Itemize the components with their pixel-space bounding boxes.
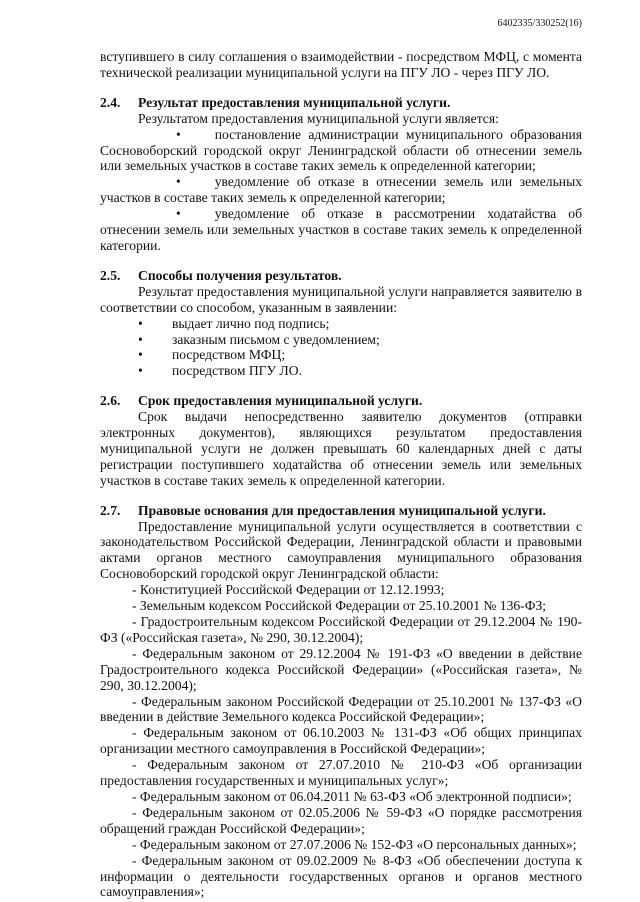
law-item: - Федеральным законом от 29.12.2004 № 191-ФЗ «О введении в действие Градостроительного кодекса Российской Федерации» («Российская газета», № 290, 30.12.2004); <box>100 645 582 693</box>
section-number: 2.4. <box>100 94 121 110</box>
list-item: • посредством МФЦ; <box>138 347 286 363</box>
section-heading <box>100 393 582 409</box>
list-item: • посредством ПГУ ЛО. <box>138 363 302 379</box>
list-item: • уведомление об отказе в рассмотрении ходатайства об отнесении земель или земельных участков в составе таких земель к определенной категории. <box>100 206 582 253</box>
law-item: - Федеральным законом от 06.04.2011 № 63-ФЗ «Об электронной подписи»; <box>132 788 572 804</box>
section-lead: Предоставление муниципальной услуги осуществляется в соответствии с законодательством Российской Федерации, Ленинградской области и правовыми актами органов местного самоуправления муниципального образования Сосновоборский городской округ Ленинградской области: <box>100 518 582 582</box>
intro-paragraph: вступившего в силу соглашения о взаимодействии - посредством МФЦ, с момента технической реализации муниципальной услуги на ПГУ ЛО - через ПГУ ЛО. <box>100 49 582 80</box>
section-2-4 <box>100 95 582 254</box>
law-item: - Градостроительным кодексом Российской Федерации от 29.12.2004 № 190-ФЗ («Российская газета», № 290, 30.12.2004); <box>100 614 582 645</box>
section-heading <box>100 95 582 111</box>
law-item: - Земельным кодексом Российской Федерации от 25.10.2001 № 136-ФЗ; <box>132 598 547 614</box>
section-lead: Результат предоставления муниципальной услуги направляется заявителю в соответствии со способом, указанным в заявлении: <box>100 283 582 315</box>
bullet-icon: • <box>138 331 143 347</box>
bullet-icon: • <box>138 315 143 331</box>
list-item: • уведомление об отказе в отнесении земель или земельных участков в составе таких земель к определенной категории; <box>100 174 582 206</box>
section-title: Срок предоставления муниципальной услуги. <box>138 393 423 409</box>
law-item: - Федеральным законом от 09.02.2009 № 8-ФЗ «Об обеспечении доступа к информации о деятельности государственных органов и органов местного самоуправления»; <box>100 852 582 900</box>
list-item: • заказным письмом с уведомлением; <box>138 331 380 347</box>
bullet-icon: • <box>138 347 143 363</box>
bullet-icon: • <box>176 126 215 142</box>
bullet-icon: • <box>176 206 215 222</box>
section-number: 2.6. <box>100 393 121 409</box>
section-2-6 <box>100 393 582 488</box>
document-id: 6402335/330252(16) <box>497 18 582 29</box>
section-lead: Результатом предоставления муниципальной услуги является: <box>138 110 499 126</box>
section-2-5 <box>100 268 582 379</box>
section-title: Способы получения результатов. <box>138 267 342 283</box>
bullet-icon: • <box>138 363 143 379</box>
section-heading <box>100 268 582 284</box>
section-2-7 <box>100 503 582 901</box>
list-item: • постановление администрации муниципального образования Сосновоборский городской округ Ленинградской области об отнесении земель или земельных участков в составе таких земель к определенной категории; <box>100 126 582 174</box>
bullet-icon: • <box>176 174 215 190</box>
section-heading <box>100 503 582 519</box>
list-item: • выдает лично под подпись; <box>138 315 330 331</box>
section-number: 2.7. <box>100 502 121 518</box>
section-title: Правовые основания для предоставления муниципальной услуги. <box>138 502 546 518</box>
law-item: - Федеральным законом от 02.05.2006 № 59-ФЗ «О порядке рассмотрения обращений граждан Российской Федерации»; <box>100 804 582 836</box>
law-item: - Конституцией Российской Федерации от 12.12.1993; <box>132 582 445 598</box>
section-number: 2.5. <box>100 267 121 283</box>
law-item: - Федеральным законом Российской Федерации от 25.10.2001 № 137-ФЗ «О введении в действие Земельного кодекса Российской Федерации»; <box>100 693 582 725</box>
section-title: Результат предоставления муниципальной услуги. <box>138 94 451 110</box>
section-text: Срок выдачи непосредственно заявителю документов (отправки электронных документов), являющихся результатом предоставления муниципальной услуги не должен превышать 60 календарных дней с даты регистрации поступившего ходатайства об отнесении земель или земельных участков в составе таких земель к определенной категории. <box>100 409 582 488</box>
law-item: - Федеральным законом от 27.07.2010 № 210-ФЗ «Об организации предоставления государственных и муниципальных услуг»; <box>100 757 582 789</box>
document-body <box>100 49 582 900</box>
law-item: - Федеральным законом от 27.07.2006 № 152-ФЗ «О персональных данных»; <box>132 836 577 852</box>
law-item: - Федеральным законом от 06.10.2003 № 131-ФЗ «Об общих принципах организации местного самоуправления в Российской Федерации»; <box>100 725 582 757</box>
